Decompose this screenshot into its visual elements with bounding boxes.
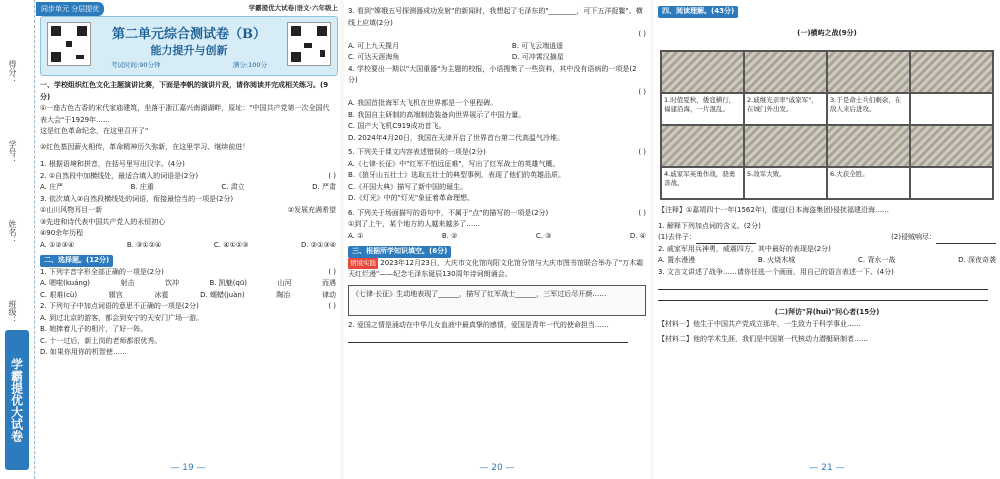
option-a: A.《七律·长征》中"红军不怕远征难"，写出了红军战士的英雄气概。 [348,159,560,168]
option-c: C. 十一过后，新上岗的老师都很优秀。 [40,336,162,345]
answer-line[interactable] [658,292,988,301]
question-11: 2. 爱国之情是涌动在中华儿女血液中最真挚的感情，爱国是青年一代的使命担当…… [348,320,609,329]
exam-time: 考试时间:90分钟 [111,61,161,69]
option-c: C. 背水一战 [857,256,896,264]
option-c: C.《开国大典》描写了新中国的诞生。 [348,182,468,191]
material-2: 【材料二】他的学术生涯，我们是中国第一代核动力潜艇研制者…… [658,335,868,343]
option-b: B. ③①②④ [126,240,162,249]
comic-caption [910,167,993,199]
option-b: B. 我国自主研制的高端制造装备向世界展示了中国力量。 [348,110,526,119]
comic-image [827,125,910,167]
answer-line[interactable] [696,235,756,244]
option-b: B. 火烧木城 [757,256,796,264]
option-d: D. ④ [629,231,646,240]
question-10: 2023年12月23日，大庆市文化馆向阳文化馆分馆与大庆市图书馆联合举办了"万木霜天红烂漫"——纪念毛泽东诞辰130周年诗词朗诵会。 [348,258,644,278]
option-a: A. 到过北京的游客，都会到安宁的天安门广场一游。 [40,313,204,322]
passage-para-2: 这是红色革命纪念，在这里召开了" [40,127,149,135]
brand-logo: 学霸提优大试卷 [5,330,29,470]
option-b: B. 可飞云端逍遥 [511,41,564,50]
passage-para-3: ②红色基因薪火相传，革命精神历久弥新，在这里学习、继续前进！ [40,142,250,151]
comic-grid [660,50,994,200]
section-3-heading: 三、根据所学知识填空。(6分) [348,246,451,258]
answer-paren[interactable]: ( ) [638,87,646,96]
comic-image [661,51,744,93]
comic-caption: 2.戚继光亲率"戚家军"，在城门外出发。 [744,93,827,125]
page-20 [344,0,650,479]
answer-paren[interactable]: ( ) [328,302,336,310]
option-d: D. ②①③④ [301,240,336,249]
answer-line[interactable] [658,281,988,290]
option-b: B. ② [441,231,458,240]
question-5: 2. 下列句子中加点词语的意思不正确的一项是(2分) [40,302,199,310]
option-text: 冰雹 [154,290,169,299]
comic-image [744,51,827,93]
full-score: 满分:100分 [232,61,267,69]
question-8: 5. 下列关于课文内容表述错误的一项是(2分) [348,148,486,156]
passage-para-1: ①一座古色古香的宋代家庙建筑，坐落于浙江嘉兴南湖湖畔，原址："中国共产党第一次全国代表大会"于1929年…… [40,104,330,124]
option-c: C. 可达天涯海角 [348,53,400,61]
section-2-heading: 二、选择题。(12分) [40,255,113,267]
page-number: — 19 — [170,463,206,473]
option-text: 辍宫 [108,290,123,299]
student-info-strip [0,0,35,479]
unit-tag: 同步单元 分层提优 [36,2,104,16]
option-a: A. ①②③④ [40,240,75,249]
page-20-content [348,6,646,343]
question-3: 3. 文言文讲述了战争……请你任选一个画面，用自己的语言表述一下。(4分) [658,267,894,276]
answer-line[interactable] [348,334,628,343]
q3-item: ①山川风物耳目一新 [40,206,103,214]
option-text: A. 嗯啦(kuáng) [40,279,91,287]
answer-paren[interactable]: ( ) [638,208,646,217]
comic-image [744,125,827,167]
student-id-label: 学号： [8,140,17,164]
practice-tag: 情境实践 [348,258,378,270]
option-d: D. 如果你用你的机智使…… [40,348,127,356]
option-d: D.《灯光》中的"灯光"象征着革命理想。 [348,194,475,202]
question-1: 1. 解释下列加点词的含义。(2分) [658,221,761,230]
option-a: A. 庄严 [40,183,64,191]
answer-paren[interactable]: ( ) [328,267,336,276]
question-9: 6. 下列关于场面描写的语句中，不属于"点"的描写的一项是(2分) [348,208,549,217]
poem-box [348,285,646,316]
part-2-title: (二)拜访"异(huī)"问心者(15分) [774,308,880,316]
comic-image [910,51,993,93]
comic-caption: 5.敌军大败。 [744,167,827,199]
page-number: — 21 — [809,463,845,473]
comic-caption: 1.时值夏秋，倭寇横行，福建沿海，一片混乱。 [661,93,744,125]
option-d: D. 可冲霄汉摘星 [511,53,564,61]
option-c: C. ③ [535,231,552,240]
option-c: C. 国产大飞机C919成功首飞。 [348,122,446,130]
test-subtitle: 能力提升与创新 [150,44,228,57]
answer-paren[interactable]: ( ) [638,30,646,38]
question-2: 2. 戚家军用兵神勇，威震四方，其中最好的表现是(2分) [658,244,831,253]
q1b-label: (2)侵贼响尽： [891,233,936,241]
comic-image [661,125,744,167]
option-text: D. 蠕蜡(juàn) [200,290,245,299]
option-d: D. 2024年4月20日，我国在天津开启了世界首台第二代高温气冷堆。 [348,133,565,142]
option-a: A. ① [348,231,364,240]
test-title: 第二单元综合测试卷（B） [112,27,266,42]
page-19 [36,0,340,479]
comic-caption: 6.大获全胜。 [827,167,910,199]
question-4: 1. 下列字音字形全部正确的一项是(2分) [40,267,164,276]
q1a-label: (1)去伴子： [658,233,696,241]
question-3: 3. 依次填入②自然段横线处的词语，衔接最恰当的一项是(2分) [40,194,234,203]
option-text: 饮冲 [164,279,179,287]
q3-item: ③先进和诗代表中国共产党人的永恒初心 [40,217,166,226]
option-text: 而遇 [321,279,336,287]
comic-image [827,51,910,93]
question-7: 4. 学校要出一期以"大国重器"为主题的校报，小语搜集了一些资料，其中没有语病的一项是(2分) [348,64,637,84]
answer-paren[interactable]: ( ) [638,148,646,156]
q3-item: ④90余年历程 [40,229,84,237]
section-1-intro: 一、学校组织红色文化主题演讲比赛，下面是李帆的演讲片段，请你阅读并完成相关练习。(9分) [40,81,329,101]
option-b: B. 庄重 [130,183,154,191]
option-text: 山河 [277,279,292,287]
answer-paren[interactable]: ( ) [328,171,336,180]
option-d: D. 严肃 [312,183,336,191]
part-1-title: (一)横屿之战(9分) [797,28,857,37]
option-c: C. 肃立 [221,183,245,191]
option-text: 律动 [321,290,336,299]
comic-caption [910,93,993,125]
option-text: 射击 [120,279,135,287]
series-header: 学霸提优大试卷|语文·六年级上 [248,4,338,12]
option-d: D. 深夜奇袭 [958,256,996,264]
question-6: 3. 看到"嫦娥五号探测器成功发射"的新闻时，我想起了毛泽东的"________，可下五洋捉鳖"。横线上应填(2分) [348,7,643,27]
question-2: 2. ①自然段中加横线处，最适合填入的词语是(2分) [40,171,199,180]
name-label: 姓名： [8,220,17,244]
page-21-questions [658,205,996,346]
option-text: 陶冶 [276,290,291,299]
page-number: — 20 — [479,463,515,473]
poem-box-text: 《七律·长征》生动地表现了______，描写了红军战士______，三军过后尽开颜…… [352,289,607,298]
option-text: B. 凯魅(qū) [209,279,248,287]
option-a: A. 置水漫漫 [658,256,696,264]
page-21-content [658,6,996,39]
option-text: C. 艰难(cù) [40,290,78,299]
option-b: B. 她捧着儿子的相片，了好一阵。 [40,325,148,333]
page-21 [654,0,1000,479]
score-label: 得分： [8,60,17,84]
option-a: A. 我国首批海军大飞机在世界都是一个里程碑。 [348,99,498,107]
class-label: 班级： [8,300,17,324]
note-text: 【注释】①嘉靖四十一年(1562年)，倭寇(日本海盗集团)侵扰福建沿海…… [658,206,890,214]
comic-image [910,125,993,167]
comic-caption: 4.戚家军英勇作战，骁勇善战。 [661,167,744,199]
title-banner [40,16,338,76]
q9-passage: ①到了上午，某个地方的人越来越多了…… [348,220,481,228]
material-1: 【材料一】他生于中国共产党成立那年，一生致力于科学事业…… [658,319,861,328]
option-c: C. ④①②③ [213,240,249,249]
comic-caption: 3.于是命士兵们剩余，在敌人来后进攻。 [827,93,910,125]
option-b: B.《狼牙山五壮士》选取五壮士的典型事例，表现了他们的英雄品质。 [348,171,566,179]
q3-item: ②发展充满希望 [287,206,336,214]
section-4-heading: 四、阅读理解。(43分) [658,6,738,18]
section-1 [40,80,336,359]
option-a: A. 可上九天揽月 [348,41,400,50]
answer-line[interactable] [936,235,996,244]
question-1: 1. 根据语境和拼音，在括号里写出汉字。(4分) [40,160,185,168]
